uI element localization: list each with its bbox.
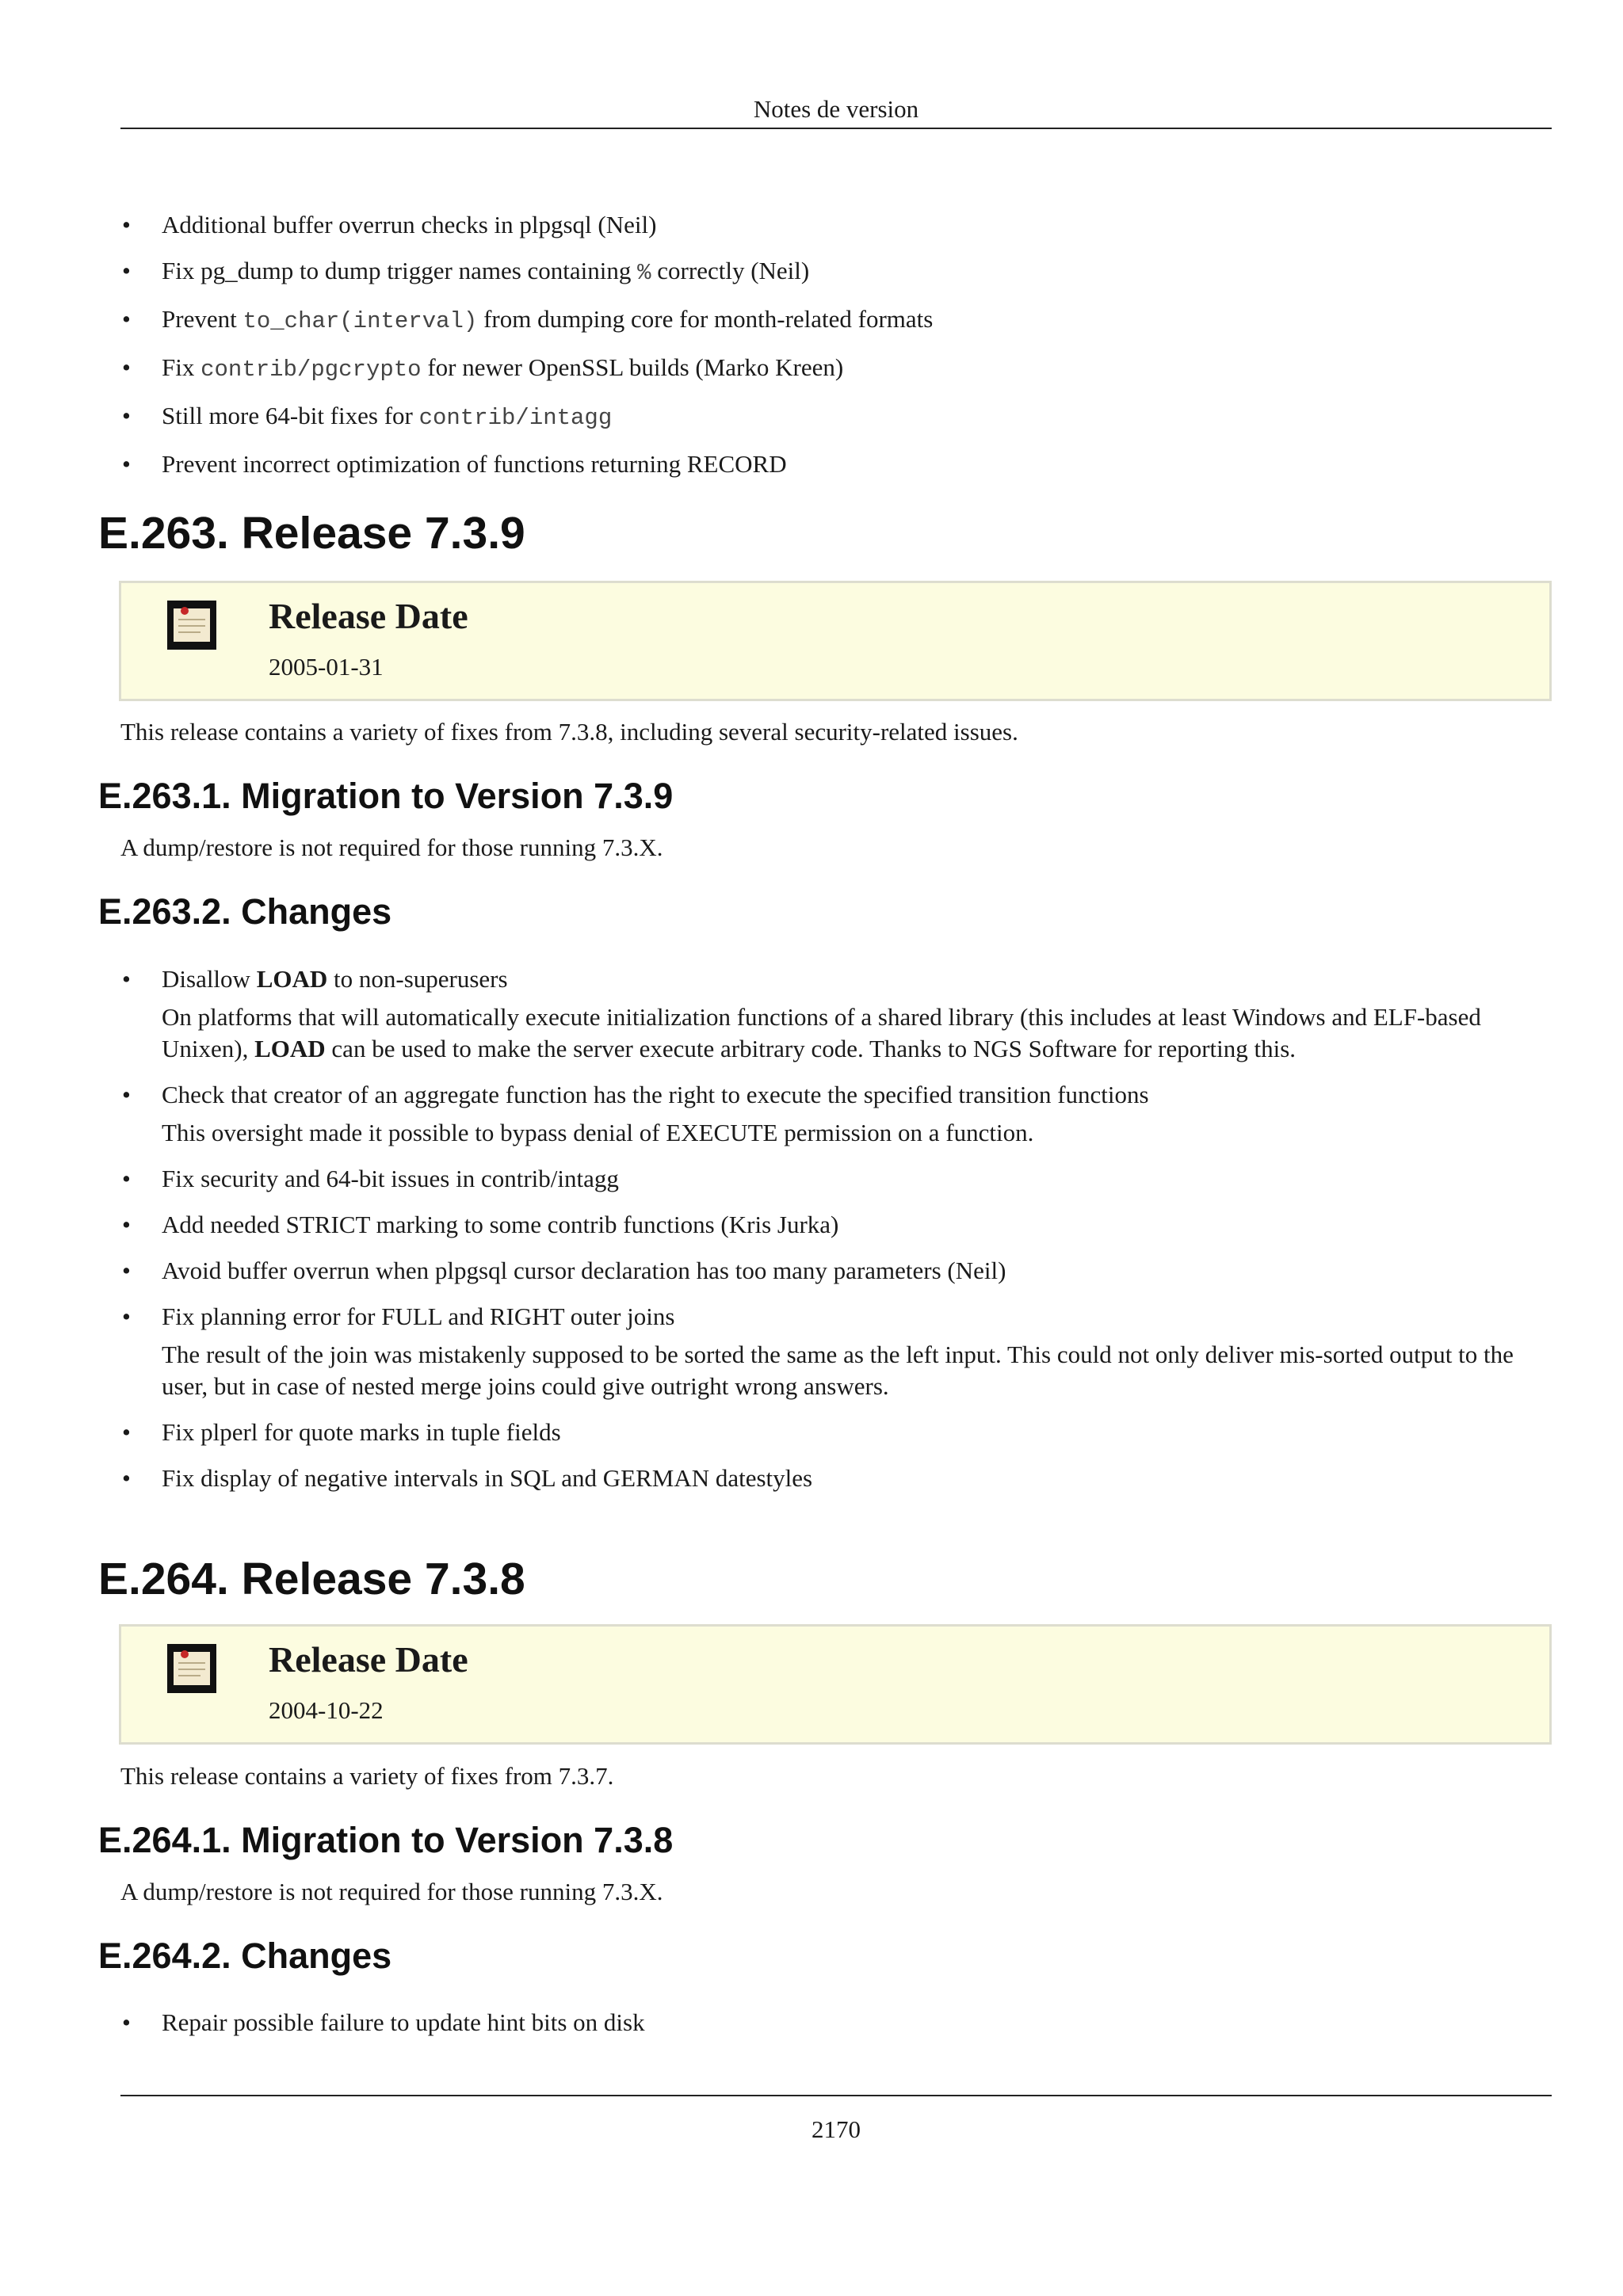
migration-text: A dump/restore is not required for those running 7.3.X. <box>120 833 663 861</box>
release-date-note <box>119 581 1552 701</box>
list-item: • Prevent incorrect optimization of functions returning RECORD <box>120 448 1552 480</box>
subsection-heading-migration: E.263.1. Migration to Version 7.3.9 <box>98 776 674 816</box>
inline-code: contrib/intagg <box>418 405 613 431</box>
list-item: • Fix contrib/pgcrypto for newer OpenSSL builds (Marko Kreen) <box>120 352 1552 386</box>
list-item: • Additional buffer overrun checks in plpgsql (Neil) <box>120 209 1552 241</box>
inline-code: contrib/pgcrypto <box>200 357 422 383</box>
page-number: 2170 <box>812 2115 861 2143</box>
subsection-heading-changes: E.263.2. Changes <box>98 891 392 932</box>
command-name: LOAD <box>254 1035 326 1062</box>
release-intro: This release contains a variety of fixes from 7.3.7. <box>120 1762 614 1790</box>
list-item: • Repair possible failure to update hint bits on disk <box>120 2007 1552 2039</box>
footer-rule <box>120 2095 1552 2096</box>
list-item: • Prevent to_char(interval) from dumping core for month-related formats <box>120 303 1552 338</box>
section-heading-release-739: E.263. Release 7.3.9 <box>98 508 525 559</box>
list-item-detail: The result of the join was mistakenly supposed to be sorted the same as the left input. This could not only deliver mis-sorted output to the user, but in case of nested merge joins could give outright wrong answers. <box>162 1341 1514 1400</box>
release-date-note <box>119 1624 1552 1745</box>
header-rule <box>120 128 1552 129</box>
changes-list <box>120 963 1552 1508</box>
command-name: LOAD <box>256 965 328 993</box>
list-item: • Fix plperl for quote marks in tuple fields <box>120 1417 1552 1448</box>
note-icon <box>167 601 216 650</box>
release-date: 2004-10-22 <box>269 1696 384 1724</box>
list-item: • Fix pg_dump to dump trigger names containing % correctly (Neil) <box>120 255 1552 289</box>
list-item: • Add needed STRICT marking to some contrib functions (Kris Jurka) <box>120 1209 1552 1241</box>
section-heading-release-738: E.264. Release 7.3.8 <box>98 1554 525 1604</box>
inline-code: % <box>637 260 651 286</box>
note-title: Release Date <box>269 1639 468 1680</box>
list-item: • Still more 64-bit fixes for contrib/intagg <box>120 400 1552 434</box>
changes-list <box>120 2007 1552 2053</box>
note-icon <box>167 1644 216 1693</box>
list-item-detail: This oversight made it possible to bypass denial of EXECUTE permission on a function. <box>162 1119 1034 1146</box>
top-bullet-list <box>120 209 1552 494</box>
subsection-heading-changes: E.264.2. Changes <box>98 1936 392 1976</box>
running-header: Notes de version <box>753 95 919 123</box>
list-item-detail: On platforms that will automatically execute initialization functions of a shared library (this includes at least Windows and ELF-based Unixen), LOAD can be used to make the server execute arbitrary code. Thanks to NGS Software for reporting this. <box>162 1003 1481 1062</box>
list-item: • Check that creator of an aggregate function has the right to execute the specified transition functions This oversight made it possible to bypass denial of EXECUTE permission on a function. <box>120 1079 1552 1149</box>
inline-code: to_char(interval) <box>242 308 478 334</box>
list-item: • Fix planning error for FULL and RIGHT outer joins The result of the join was mistakenly supposed to be sorted the same as the left input. This could not only deliver mis-sorted output to the user, but in case of nested merge joins could give outright wrong answers. <box>120 1301 1552 1402</box>
release-intro: This release contains a variety of fixes from 7.3.8, including several security-related issues. <box>120 718 1018 746</box>
release-date: 2005-01-31 <box>269 653 384 681</box>
subsection-heading-migration: E.264.1. Migration to Version 7.3.8 <box>98 1820 674 1860</box>
migration-text: A dump/restore is not required for those running 7.3.X. <box>120 1878 663 1905</box>
list-item: • Disallow LOAD to non-superusers On platforms that will automatically execute initialization functions of a shared library (this includes at least Windows and ELF-based Unixen), LOAD can be used to make the server execute arbitrary code. Thanks to NGS Software for reporting this. <box>120 963 1552 1065</box>
list-item: • Fix display of negative intervals in SQL and GERMAN datestyles <box>120 1463 1552 1494</box>
list-item: • Avoid buffer overrun when plpgsql cursor declaration has too many parameters (Neil) <box>120 1255 1552 1287</box>
list-item: • Fix security and 64-bit issues in contrib/intagg <box>120 1163 1552 1195</box>
note-title: Release Date <box>269 596 468 636</box>
